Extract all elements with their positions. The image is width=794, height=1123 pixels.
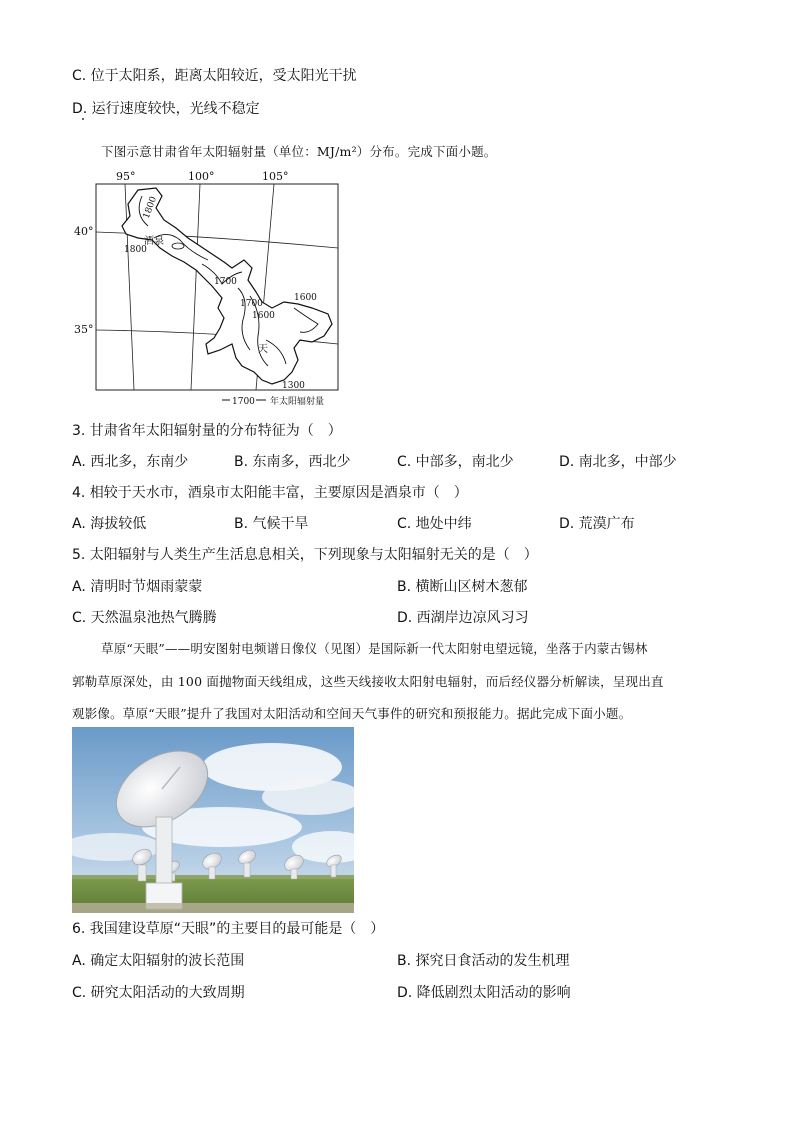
lat-label-40: 40° xyxy=(74,225,94,238)
isoline-label-1700-b: 1700 xyxy=(240,299,263,309)
isoline-label-1800-b: 1800 xyxy=(124,245,147,255)
question-3: 3. 甘肃省年太阳辐射量的分布特征为（ ） xyxy=(72,423,342,439)
q5-option-b[interactable]: B. 横断山区树木葱郁 xyxy=(397,579,528,595)
q6-option-d[interactable]: D. 降低剧烈太阳活动的影响 xyxy=(397,985,571,1001)
map-intro-text: 下图示意甘肃省年太阳辐射量（单位：MJ/m²）分布。完成下面小题。 xyxy=(101,144,497,159)
isoline-label-1800-a: 1800 xyxy=(141,195,160,221)
q4-option-d[interactable]: D. 荒漠广布 xyxy=(559,516,635,532)
q4-option-b[interactable]: B. 气候干旱 xyxy=(234,516,309,532)
q3-option-b[interactable]: B. 东南多，西北少 xyxy=(234,454,351,470)
q5-option-c[interactable]: C. 天然温泉池热气腾腾 xyxy=(72,610,217,626)
q3-option-c[interactable]: C. 中部多，南北少 xyxy=(397,454,514,470)
question-4: 4. 相较于天水市，酒泉市太阳能丰富，主要原因是酒泉市（ ） xyxy=(72,485,468,501)
radio-telescope-photo xyxy=(72,727,354,913)
isoline-label-1300: 1300 xyxy=(282,381,305,391)
q5-option-a[interactable]: A. 清明时节烟雨蒙蒙 xyxy=(72,579,203,595)
legend-value: 1700 xyxy=(232,397,255,407)
q6-option-b[interactable]: B. 探究日食活动的发生机理 xyxy=(397,953,570,969)
isoline-label-1600-a: 1600 xyxy=(252,311,275,321)
q6-option-a[interactable]: A. 确定太阳辐射的波长范围 xyxy=(72,953,245,969)
passage-line-2: 郭勒草原深处，由 100 面抛物面天线组成，这些天线接收太阳射电辐射，而后经仪器分析解读，呈现出直 xyxy=(72,674,664,689)
option-d-previous: D. 运行速度较快，光线不稳定 xyxy=(72,101,260,117)
question-6: 6. 我国建设草原“天眼”的主要目的最可能是（ ） xyxy=(72,921,385,937)
q6-option-c[interactable]: C. 研究太阳活动的大致周期 xyxy=(72,985,245,1001)
legend-label: 年太阳辐射量 xyxy=(270,397,325,407)
lat-label-35: 35° xyxy=(74,323,94,336)
question-5: 5. 太阳辐射与人类生产生活息息相关，下列现象与太阳辐射无关的是（ ） xyxy=(72,547,538,563)
option-c-previous: C. 位于太阳系，距离太阳较近，受太阳光干扰 xyxy=(72,68,357,84)
passage-line-3: 观影像。草原“天眼”提升了我国对太阳活动和空间天气事件的研究和预报能力。据此完成下面小题。 xyxy=(72,706,632,721)
lon-label-105: 105° xyxy=(262,170,289,183)
meridian-100 xyxy=(191,184,200,390)
gansu-radiation-map xyxy=(72,168,362,408)
q3-option-d[interactable]: D. 南北多，中部少 xyxy=(559,454,677,470)
q3-option-a[interactable]: A. 西北多，东南少 xyxy=(72,454,189,470)
passage-line-1: 草原“天眼”——明安图射电频谱日像仪（见图）是国际新一代太阳射电望远镜，坐落于内蒙古锡林 xyxy=(101,641,648,656)
stray-dot xyxy=(82,118,84,120)
q4-option-c[interactable]: C. 地处中纬 xyxy=(397,516,472,532)
city-label-jiuquan: 酒泉 xyxy=(144,236,164,247)
q5-option-d[interactable]: D. 西湖岸边凉风习习 xyxy=(397,610,529,626)
q4-option-a[interactable]: A. 海拔较低 xyxy=(72,516,147,532)
lon-label-95: 95° xyxy=(116,170,136,183)
isoline-label-1600-b: 1600 xyxy=(294,293,317,303)
isoline-label-1700-a: 1700 xyxy=(214,277,237,287)
lon-label-100: 100° xyxy=(188,170,215,183)
city-label-tianshui: 天 xyxy=(258,344,268,355)
